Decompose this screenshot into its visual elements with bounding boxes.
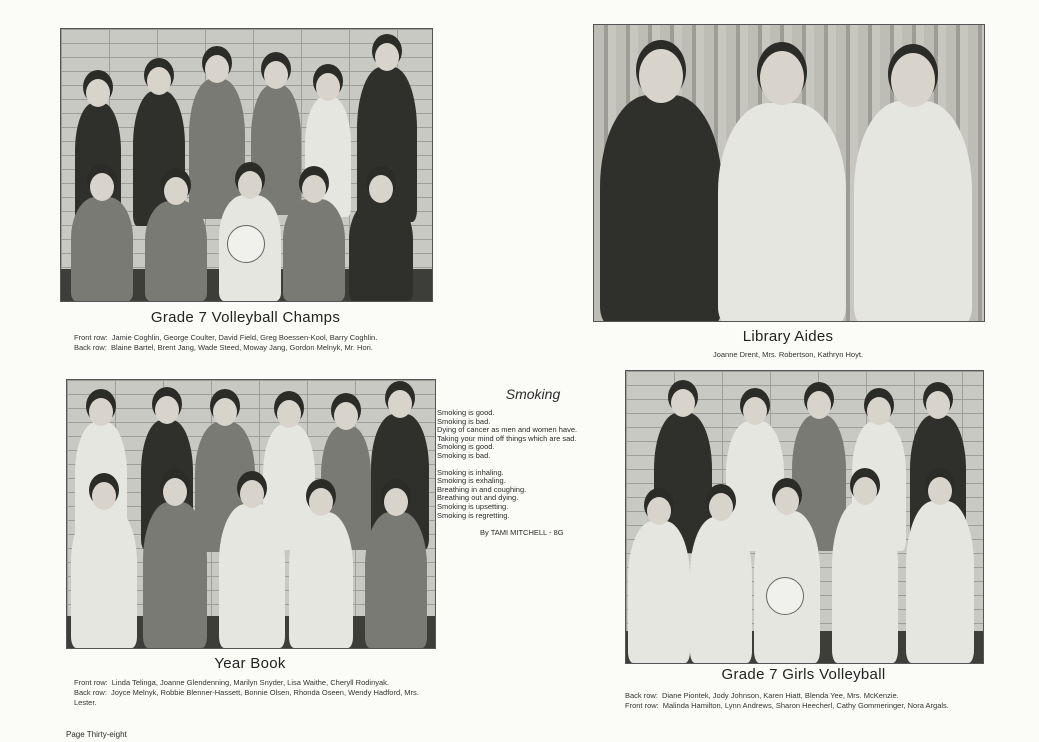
caption-back-label: Back row:: [74, 343, 107, 352]
year-book-title: Year Book: [214, 655, 286, 672]
poem-line: Smoking is bad.: [437, 416, 491, 426]
poem-line: Smoking is good.: [437, 442, 495, 452]
volleyball-champs-caption: [74, 333, 414, 353]
caption-back-label: Back row:: [74, 688, 107, 697]
page-number: Page Thirty-eight: [66, 730, 127, 739]
caption-front-names: Malinda Hamilton, Lynn Andrews, Sharon Heecherl, Cathy Gommeringer, Nora Argals.: [662, 701, 949, 710]
poem-title: Smoking: [505, 386, 561, 402]
poem-line: Breathing out and dying.: [437, 493, 519, 503]
girls-volleyball-caption: [625, 691, 970, 711]
library-aides-caption: Joanne Drent, Mrs. Robertson, Kathryn Hoyt.: [712, 350, 864, 359]
girls-volleyball-title: Grade 7 Girls Volleyball: [721, 666, 886, 683]
caption-back-names: Blaine Bartel, Brent Jang, Wade Steed, Moway Jang, Gordon Melnyk, Mr. Hori.: [110, 343, 373, 352]
photo-library-aides: [593, 24, 985, 322]
caption-front-names: Linda Telinga, Joanne Glendenning, Marilyn Snyder, Lisa Waithe, Cheryll Rodinyak.: [111, 678, 390, 687]
poem-line: Dying of cancer as men and women have.: [437, 425, 578, 435]
poem-line: Smoking is upsetting.: [437, 501, 509, 511]
photo-volleyball-champs: [60, 28, 433, 302]
poem-line: Smoking is inhaling.: [437, 467, 504, 477]
volleyball-champs-title: Grade 7 Volleyball Champs: [150, 309, 341, 326]
caption-front-names: Jamie Coghlin, George Coulter, David Field, Greg Boessen-Kool, Barry Coghlin.: [111, 333, 378, 342]
poem-stanza-2: [437, 469, 577, 521]
poem-line: Smoking is regretting.: [437, 510, 510, 520]
poem-line: Breathing in and coughing.: [437, 484, 527, 494]
photo-year-book: [66, 379, 436, 649]
caption-front-label: Front row:: [625, 701, 659, 710]
caption-back-names: Joyce Melnyk, Robbie Blenner-Hassett, Bonnie Olsen, Rhonda Oseen, Wendy Hadford, Mrs. Lester.: [74, 688, 419, 707]
poem-line: Smoking is bad.: [437, 450, 491, 460]
year-book-caption: [74, 678, 420, 708]
caption-front-label: Front row:: [74, 333, 108, 342]
poem-line: Taking your mind off things which are sad.: [437, 433, 577, 443]
poem-line: Smoking is good.: [437, 408, 495, 417]
poem-line: Smoking is exhaling.: [437, 476, 506, 486]
photo-girls-volleyball: [625, 370, 984, 664]
poem-byline: By TAMI MITCHELL - 8G: [480, 528, 564, 537]
smoking-poem: [437, 409, 577, 528]
caption-back-label: Back row:: [625, 691, 658, 700]
poem-stanza-1: [437, 409, 577, 461]
library-aides-title: Library Aides: [742, 328, 834, 345]
caption-front-label: Front row:: [74, 678, 108, 687]
caption-back-names: Diane Piontek, Jody Johnson, Karen Hiatt, Blenda Yee, Mrs. McKenzie.: [661, 691, 899, 700]
